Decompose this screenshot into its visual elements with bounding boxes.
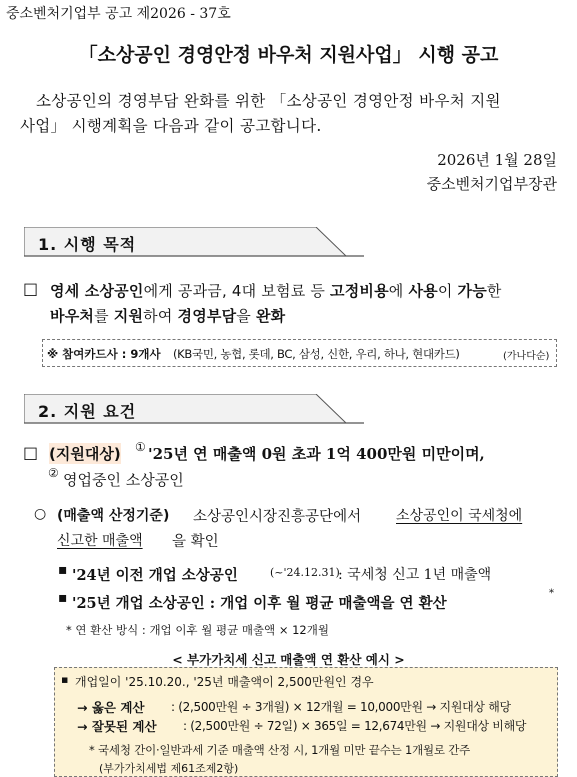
example-box — [54, 667, 558, 777]
section-1-title: 1. 시행 목적 — [38, 235, 137, 254]
basis-label: (매출액 산정기준) — [57, 508, 170, 524]
condition-1: '25년 연 매출액 0원 초과 1억 400만원 미만이며, — [148, 445, 485, 463]
purpose-segment: 경영부담 — [177, 307, 237, 325]
item-2-footnote-mark: * — [549, 588, 554, 599]
cards-label: ※ 참여카드사 : 9개사 — [47, 347, 161, 361]
purpose-segment: 에 — [388, 282, 409, 300]
issuer: 중소벤처기업부장관 — [426, 175, 557, 193]
item-1-date: (~'24.12.31) — [270, 566, 340, 579]
notice-date: 2026년 1월 28일 — [437, 151, 557, 169]
purpose-segment: 바우처 — [50, 307, 95, 325]
section-2-header — [24, 394, 364, 424]
purpose-segment: 지원 — [113, 307, 144, 325]
conversion-note: * 연 환산 방식 : 개업 이후 월 평균 매출액 × 12개월 — [66, 623, 329, 637]
purpose-segment: 사용 — [408, 282, 438, 300]
purpose-segment: 하여 — [143, 307, 178, 325]
example-footnote: * 국세청 간이·일반과세 기준 매출액 산정 시, 1개월 미만 끝수는 1개월로 간주 — [89, 743, 471, 757]
purpose-segment: 이 — [437, 282, 458, 300]
item-1-label: '24년 이전 개업 소상공인 — [72, 567, 238, 584]
basis-underline-2: 신고한 매출액 — [57, 533, 143, 549]
square-bullet-icon: ▪ — [61, 673, 69, 686]
correct-calculation: : (2,500만원 ÷ 3개월) × 12개월 = 10,000만원 → 지원대상 해당 — [171, 700, 511, 714]
square-bullet-icon: ▪ — [58, 562, 68, 578]
intro-line-2: 사업」 시행계획을 다음과 같이 공고합니다. — [20, 117, 322, 135]
cond-2-mark: ② — [48, 466, 59, 480]
basis-text: 소상공인시장진흥공단에서 — [193, 509, 362, 525]
cond-1-mark: ① — [135, 440, 146, 454]
section-2-title: 2. 지원 요건 — [38, 402, 137, 421]
intro-line-1: 소상공인의 경영부담 완화를 위한 「소상공인 경영안정 바우처 지원 — [36, 92, 501, 110]
purpose-segment: 한 — [486, 282, 502, 300]
doc-number: 중소벤처기업부 공고 제2026 - 37호 — [6, 6, 231, 22]
basis-underline-1: 소상공인이 국세청에 — [396, 508, 523, 524]
section-1-header — [24, 227, 364, 257]
checkbox-icon: □ — [23, 443, 39, 462]
purpose-segment: 을 — [236, 307, 256, 325]
purpose-segment: 를 — [94, 307, 114, 325]
purpose-segment: 고정비용 — [330, 282, 389, 300]
square-bullet-icon: ▪ — [58, 590, 68, 606]
purpose-line-1 — [50, 280, 502, 301]
item-1-text: : 국세청 신고 1년 매출액 — [338, 567, 492, 583]
wrong-label: → 잘못된 계산 — [77, 719, 157, 734]
cards-list: (KB국민, 농협, 롯데, BC, 삼성, 신한, 우리, 하나, 현대카드) — [173, 347, 460, 361]
condition-2: 영업중인 소상공인 — [63, 471, 184, 489]
item-2-label: '25년 개업 소상공인 : 개업 이후 월 평균 매출액을 연 환산 — [72, 595, 447, 612]
purpose-segment: 영세 소상공인 — [50, 282, 144, 300]
purpose-segment: 가능 — [457, 282, 487, 300]
example-title: < 부가가치세 신고 매출액 연 환산 예시 > — [172, 652, 405, 667]
circle-bullet-icon: ○ — [34, 506, 47, 522]
example-case: 개업일이 '25.10.20., '25년 매출액이 2,500만원인 경우 — [75, 675, 374, 689]
card-companies-box — [42, 339, 557, 367]
cards-order: (가나다순) — [503, 351, 550, 362]
checkbox-icon: □ — [23, 279, 39, 298]
target-label: (지원대상) — [49, 445, 121, 463]
wrong-calculation: : (2,500만원 ÷ 72일) × 365일 = 12,674만원 → 지원대상 비해당 — [183, 719, 527, 733]
purpose-segment: 완화 — [255, 307, 286, 325]
purpose-line-2 — [50, 305, 285, 326]
example-footnote-law: (부가가치세법 제61조제2항) — [99, 762, 239, 775]
correct-label: → 옳은 계산 — [77, 700, 145, 715]
purpose-segment: 에게 공과금, 4대 보험료 등 — [143, 282, 331, 300]
basis-text-end: 을 확인 — [172, 534, 219, 550]
page-title: 「소상공인 경영안정 바우처 지원사업」 시행 공고 — [78, 44, 499, 66]
